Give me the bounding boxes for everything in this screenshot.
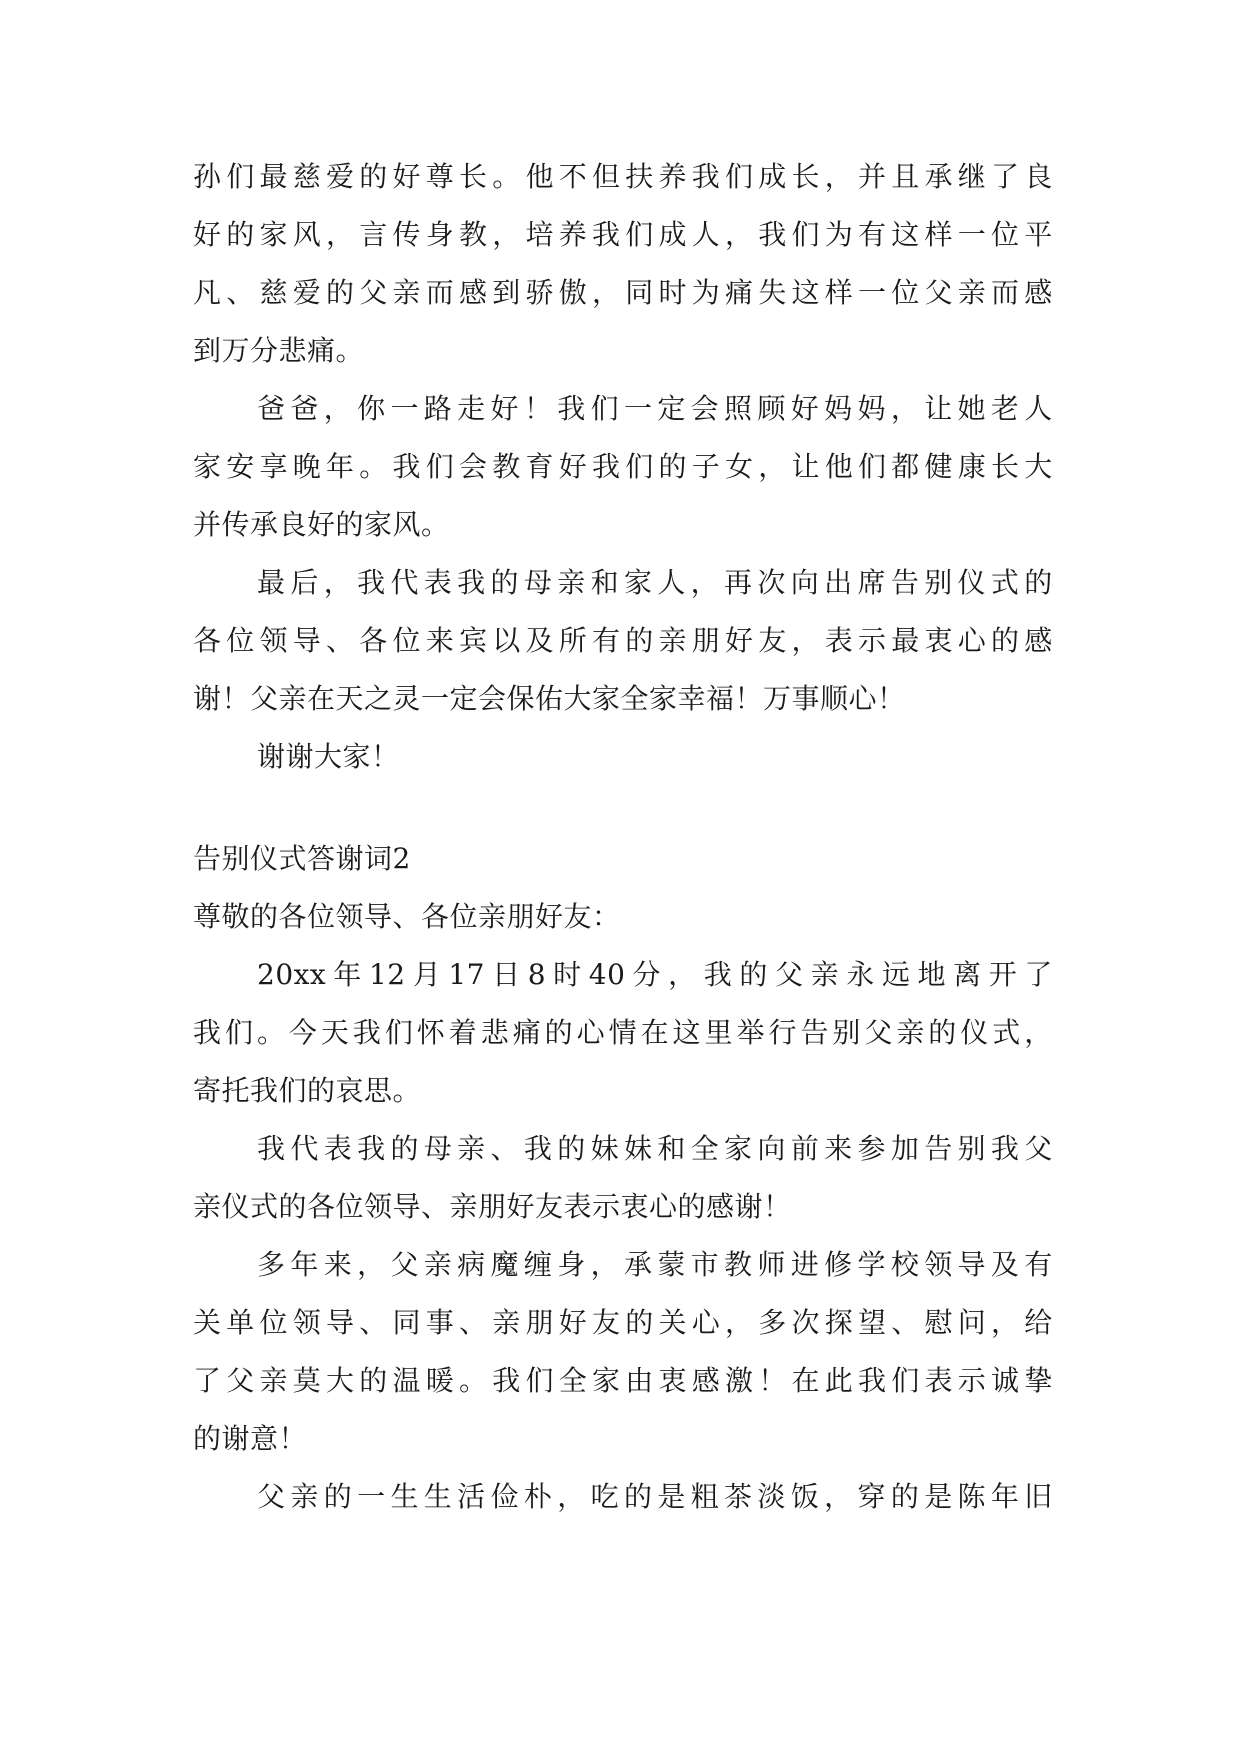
paragraph-line: 多 年 来 ， 父 亲 病 魔 缠 身 ， 承 蒙 市 教 师 进 修 学 校 领 导 及 有 [257,1248,1053,1281]
salutation: 尊敬的各位领导、各位亲朋好友： [193,900,621,933]
paragraph-line: 各 位 领 导 、 各 位 来 宾 以 及 所 有 的 亲 朋 好 友 ， 表 示 最 衷 心 的 感 [193,624,1053,657]
paragraph-line: 好 的 家 风 ， 言 传 身 教 ， 培 养 我 们 成 人 ， 我 们 为 有 这 样 一 位 平 [193,218,1053,251]
paragraph-line: 我 们 。 今 天 我 们 怀 着 悲 痛 的 心 情 在 这 里 举 行 告 别 父 亲 的 仪 式 ， [193,1016,1053,1049]
paragraph-line: 亲仪式的各位领导、亲朋好友表示衷心的感谢！ [193,1190,792,1223]
paragraph-line: 父 亲 的 一 生 生 活 俭 朴 ， 吃 的 是 粗 茶 淡 饭 ， 穿 的 是 陈 年 旧 [257,1480,1053,1513]
paragraph-line: 寄托我们的哀思。 [193,1074,422,1107]
paragraph-line: 的谢意！ [193,1422,308,1455]
paragraph-line: 了 父 亲 莫 大 的 温 暖 。 我 们 全 家 由 衷 感 激 ！ 在 此 我 们 表 示 诚 挚 [193,1364,1053,1397]
paragraph-line: 最 后 ， 我 代 表 我 的 母 亲 和 家 人 ， 再 次 向 出 席 告 别 仪 式 的 [257,566,1053,599]
paragraph-line: 关 单 位 领 导 、 同 事 、 亲 朋 好 友 的 关 心 ， 多 次 探 望 、 慰 问 ， 给 [193,1306,1053,1339]
paragraph-line: 孙 们 最 慈 爱 的 好 尊 长 。 他 不 但 扶 养 我 们 成 长 ， 并 且 承 继 了 良 [193,160,1053,193]
paragraph-line: 谢！父亲在天之灵一定会保佑大家全家幸福！万事顺心！ [193,682,906,715]
paragraph-line: 20xx 年 12 月 17 日 8 时 40 分 ， 我 的 父 亲 永 远 地 离 开 了 [257,958,1053,991]
paragraph-line: 家 安 享 晚 年 。 我 们 会 教 育 好 我 们 的 子 女 ， 让 他 们 都 健 康 长 大 [193,450,1053,483]
paragraph-line: 并传承良好的家风。 [193,508,450,541]
paragraph-line: 爸 爸 ， 你 一 路 走 好 ！ 我 们 一 定 会 照 顾 好 妈 妈 ， 让 她 老 人 [257,392,1053,425]
paragraph-line: 到万分悲痛。 [193,334,365,367]
paragraph-line: 我 代 表 我 的 母 亲 、 我 的 妹 妹 和 全 家 向 前 来 参 加 告 别 我 父 [257,1132,1053,1165]
section-heading: 告别仪式答谢词2 [193,842,411,875]
paragraph-line: 凡 、 慈 爱 的 父 亲 而 感 到 骄 傲 ， 同 时 为 痛 失 这 样 一 位 父 亲 而 感 [193,276,1053,309]
closing-line: 谢谢大家！ [257,740,400,773]
